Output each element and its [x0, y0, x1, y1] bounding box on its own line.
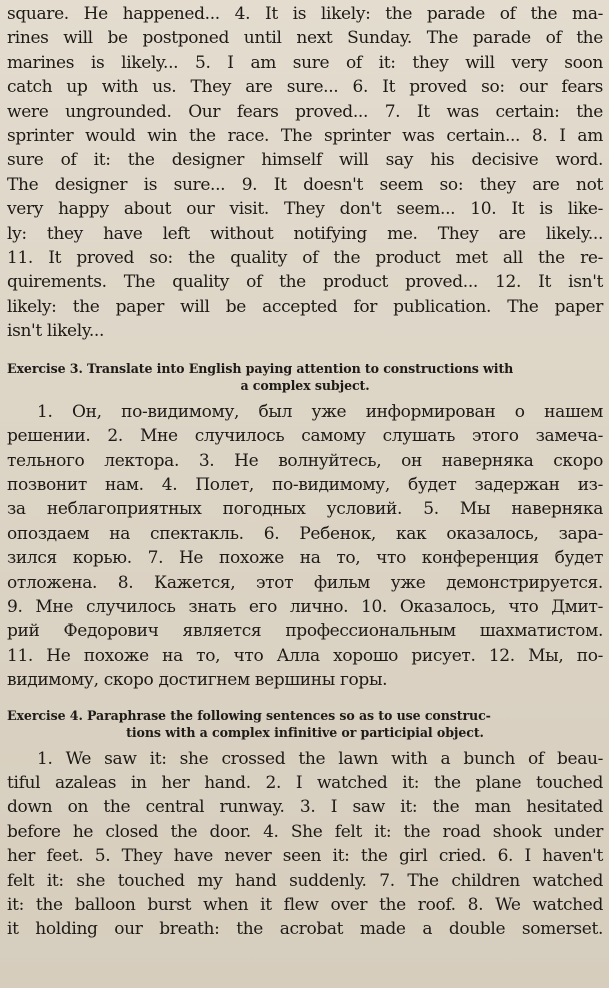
text-line: catch up with us. They are sure... 6. It proved so: our fears — [7, 77, 603, 98]
text-line: отложена. 8. Кажется, этот фильм уже демонстрируется. — [7, 572, 603, 593]
exercise4-heading-line1: Exercise 4. Paraphrase the following sentences so as to use construc- — [7, 707, 491, 723]
text-line: felt it: she touched my hand suddenly. 7. The children watched — [7, 870, 603, 891]
text-line: it holding our breath: the acrobat made a double somerset. — [7, 919, 603, 940]
text-line: down on the central runway. 3. I saw it: the man hesitated — [7, 797, 603, 818]
text-line: isn't likely... — [7, 321, 104, 342]
text-line: her feet. 5. They have never seen it: the girl cried. 6. I haven't — [7, 846, 603, 867]
text-line: sure of it: the designer himself will say his decisive word. — [7, 150, 603, 171]
text-line: rines will be postponed until next Sunday. The parade of the — [7, 28, 603, 49]
text-line: sprinter would win the race. The sprinter was certain... 8. I am — [7, 126, 603, 147]
text-line: The designer is sure... 9. It doesn't seem so: they are not — [7, 174, 603, 195]
exercise3-heading-line2: a complex subject. — [240, 377, 370, 393]
text-line: 1. We saw it: she crossed the lawn with a bunch of beau- — [37, 748, 603, 769]
text-line: 1. Он, по-видимому, был уже информирован о нашем — [37, 401, 603, 422]
exercise3-body — [7, 400, 603, 693]
text-line: square. He happened... 4. It is likely: the parade of the ma- — [7, 4, 603, 24]
text-line: тельного лектора. 3. Не волнуйтесь, он наверняка скоро — [7, 450, 603, 471]
text-line: quirements. The quality of the product proved... 12. It isn't — [7, 272, 603, 293]
text-line: опоздаем на спектакль. 6. Ребенок, как оказалось, зара- — [7, 523, 603, 544]
text-line: 11. Не похоже на то, что Алла хорошо рисует. 12. Мы, по- — [7, 645, 603, 666]
exercise4-body — [7, 747, 603, 942]
text-line: зился корью. 7. Не похоже на то, что конференция будет — [7, 548, 603, 569]
text-line: 9. Мне случилось знать его лично. 10. Оказалось, что Дмит- — [7, 596, 603, 617]
text-line: решении. 2. Мне случилось самому слушать этого замеча- — [7, 426, 603, 447]
text-line: позвонит нам. 4. Полет, по-видимому, будет задержан из- — [7, 474, 603, 495]
exercise4-heading — [7, 707, 603, 741]
exercise3-heading — [7, 360, 603, 394]
text-line: видимому, скоро достигнем вершины горы. — [7, 670, 388, 691]
exercise3-heading-line1: Exercise 3. Translate into English paying attention to constructions with — [7, 360, 514, 376]
text-line: marines is likely... 5. I am sure of it: they will very soon — [7, 52, 603, 73]
text-line: 11. It proved so: the quality of the product met all the re- — [7, 248, 603, 269]
text-line: before he closed the door. 4. She felt it: the road shook under — [7, 821, 603, 842]
text-line: were ungrounded. Our fears proved... 7. It was certain: the — [7, 101, 603, 122]
text-line: likely: the paper will be accepted for publication. The paper — [7, 296, 603, 317]
text-line: рий Федорович является профессиональным шахматистом. — [7, 621, 603, 642]
text-line: за неблагоприятных погодных условий. 5. Мы наверняка — [7, 499, 603, 520]
text-line: very happy about our visit. They don't seem... 10. It is like- — [7, 199, 603, 220]
text-line: it: the balloon burst when it flew over the roof. 8. We watched — [7, 895, 603, 915]
exercise4-heading-line2: tions with a complex infinitive or participial object. — [126, 724, 484, 740]
exercise2-continuation — [7, 2, 603, 344]
text-line: ly: they have left without notifying me. They are likely... — [7, 223, 603, 244]
text-line: tiful azaleas in her hand. 2. I watched it: the plane touched — [7, 772, 603, 793]
